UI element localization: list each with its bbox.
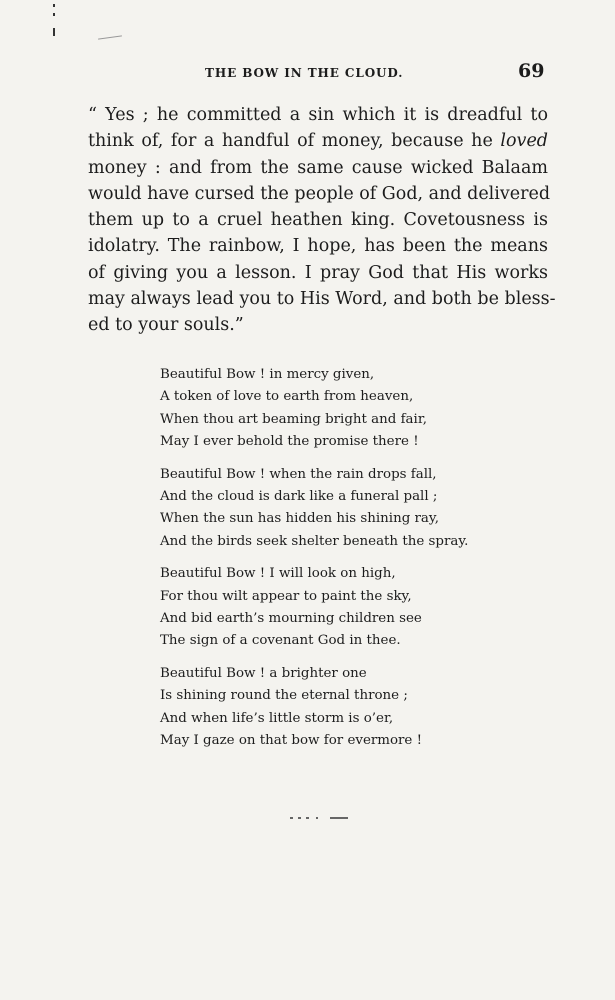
poem-line: And when life’s little storm is o’er, bbox=[160, 710, 394, 726]
ornament-dot bbox=[298, 817, 301, 819]
poem-line: A token of love to earth from heaven, bbox=[160, 389, 414, 405]
prose-paragraph bbox=[88, 102, 556, 339]
edge-mark bbox=[53, 13, 55, 16]
prose-line: may always lead you to His Word, and both be bless- bbox=[88, 289, 556, 310]
prose-line: idolatry. The rainbow, I hope, has been the means bbox=[88, 236, 548, 257]
prose-text: think of, for a handful of money, because he bbox=[88, 131, 501, 152]
poem-stanza bbox=[160, 364, 500, 453]
prose-line bbox=[88, 128, 548, 154]
poem-line: And the cloud is dark like a funeral pall ; bbox=[160, 488, 438, 504]
poem-line: Beautiful Bow ! a brighter one bbox=[160, 666, 367, 682]
poem-line: Is shining round the eternal throne ; bbox=[160, 688, 408, 704]
page-number: 69 bbox=[518, 60, 545, 82]
poem-stanza bbox=[160, 464, 500, 553]
prose-line: ed to your souls.” bbox=[88, 315, 244, 336]
poem-line: When the sun has hidden his shining ray, bbox=[160, 511, 439, 527]
edge-mark bbox=[53, 28, 55, 36]
ornament-dash bbox=[330, 817, 348, 819]
poem-line: May I gaze on that bow for evermore ! bbox=[160, 732, 422, 748]
prose-line: money : and from the same cause wicked Balaam bbox=[88, 157, 548, 178]
prose-line: of giving you a lesson. I pray God that His works bbox=[88, 262, 548, 283]
poem-line: Beautiful Bow ! when the rain drops fall, bbox=[160, 466, 437, 482]
ornament-dot bbox=[306, 817, 309, 819]
poem-line: For thou wilt appear to paint the sky, bbox=[160, 588, 412, 604]
poem bbox=[160, 364, 500, 763]
poem-line: May I ever behold the promise there ! bbox=[160, 433, 419, 449]
prose-line: would have cursed the people of God, and delivered bbox=[88, 183, 551, 204]
prose-emphasis: loved bbox=[500, 131, 548, 152]
poem-line: Beautiful Bow ! in mercy given, bbox=[160, 367, 375, 382]
poem-line: And bid earth’s mourning children see bbox=[160, 610, 422, 626]
end-ornament bbox=[290, 817, 350, 821]
prose-line: them up to a cruel heathen king. Covetousness is bbox=[88, 210, 548, 231]
poem-line: When thou art beaming bright and fair, bbox=[160, 411, 428, 427]
ornament-dot bbox=[290, 817, 293, 819]
prose-line: “ Yes ; he committed a sin which it is dreadful to bbox=[88, 105, 548, 125]
poem-stanza bbox=[160, 563, 500, 652]
poem-stanza bbox=[160, 663, 500, 752]
poem-line: The sign of a covenant God in thee. bbox=[160, 633, 401, 649]
edge-mark bbox=[53, 4, 55, 7]
running-head: THE BOW IN THE CLOUD. bbox=[205, 66, 404, 80]
ornament-dot bbox=[316, 817, 318, 819]
poem-line: And the birds seek shelter beneath the spray. bbox=[160, 533, 469, 549]
poem-line: Beautiful Bow ! I will look on high, bbox=[160, 566, 396, 582]
print-smudge bbox=[98, 35, 122, 39]
